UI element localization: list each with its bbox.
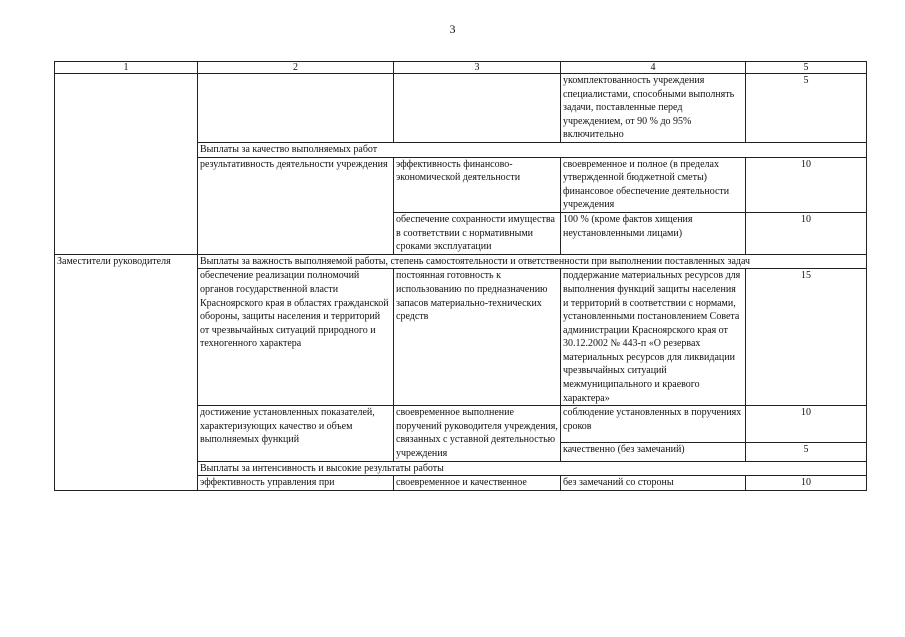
column-number-row: [55, 62, 867, 74]
indicator-cell: [198, 74, 394, 143]
indicator-cell: эффективность управления при: [198, 476, 394, 491]
points-cell: 10: [746, 476, 867, 491]
section-title: Выплаты за интенсивность и высокие результаты работы: [198, 461, 867, 476]
indicator-cell: обеспечение реализации полномочий органов государственной власти Красноярского края в областях гражданской обороны, защиты населения и территорий от чрезвычайных ситуаций природного и техногенного характера: [198, 269, 394, 406]
position-cell: [55, 74, 198, 255]
column-number: 5: [746, 62, 867, 74]
criterion-cell: без замечаний со стороны: [561, 476, 746, 491]
table-row: [55, 74, 867, 143]
criterion-cell: своевременное и полное (в пределах утвержденной бюджетной сметы) финансовое обеспечение деятельности учреждения: [561, 157, 746, 212]
column-number: 3: [394, 62, 561, 74]
criterion-cell: укомплектованность учреждения специалистами, способными выполнять задачи, поставленные перед учреждением, от 90 % до 95% включительно: [561, 74, 746, 143]
section-row: [55, 254, 867, 269]
column-number: 2: [198, 62, 394, 74]
indicator-cell: результативность деятельности учреждения: [198, 157, 394, 254]
condition-cell: постоянная готовность к использованию по предназначению запасов материально-технических средств: [394, 269, 561, 406]
points-cell: 15: [746, 269, 867, 406]
criterion-cell: поддержание материальных ресурсов для выполнения функций защиты населения и территорий в соответствии с нормами, установленными постановлением Совета администрации Красноярского края от 30.12.2002 № 443-п «О резервах материальных ресурсов для ликвидации чрезвычайных ситуаций межмуниципального и краевого характера»: [561, 269, 746, 406]
points-cell: 10: [746, 157, 867, 212]
indicator-cell: достижение установленных показателей, характеризующих качество и объем выполняемых функций: [198, 406, 394, 461]
criterion-cell: соблюдение установленных в поручениях сроков: [561, 406, 746, 442]
points-cell: 10: [746, 406, 867, 442]
condition-cell: эффективность финансово-экономической деятельности: [394, 157, 561, 212]
section-title: Выплаты за важность выполняемой работы, степень самостоятельности и ответственности при выполнении поставленных задач: [198, 254, 867, 269]
column-number: 4: [561, 62, 746, 74]
points-cell: 5: [746, 74, 867, 143]
condition-cell: [394, 74, 561, 143]
condition-cell: своевременное выполнение поручений руководителя учреждения, связанных с уставной деятельностью учреждения: [394, 406, 561, 461]
criteria-table: [54, 61, 867, 491]
column-number: 1: [55, 62, 198, 74]
points-cell: 5: [746, 442, 867, 461]
criterion-cell: 100 % (кроме фактов хищения неустановленными лицами): [561, 212, 746, 254]
page-number: 3: [449, 22, 456, 36]
points-cell: 10: [746, 212, 867, 254]
section-title: Выплаты за качество выполняемых работ: [198, 142, 867, 157]
criterion-cell: качественно (без замечаний): [561, 442, 746, 461]
position-cell: Заместители руководителя: [55, 254, 198, 490]
condition-cell: обеспечение сохранности имущества в соответствии с нормативными сроками эксплуатации: [394, 212, 561, 254]
condition-cell: своевременное и качественное: [394, 476, 561, 491]
